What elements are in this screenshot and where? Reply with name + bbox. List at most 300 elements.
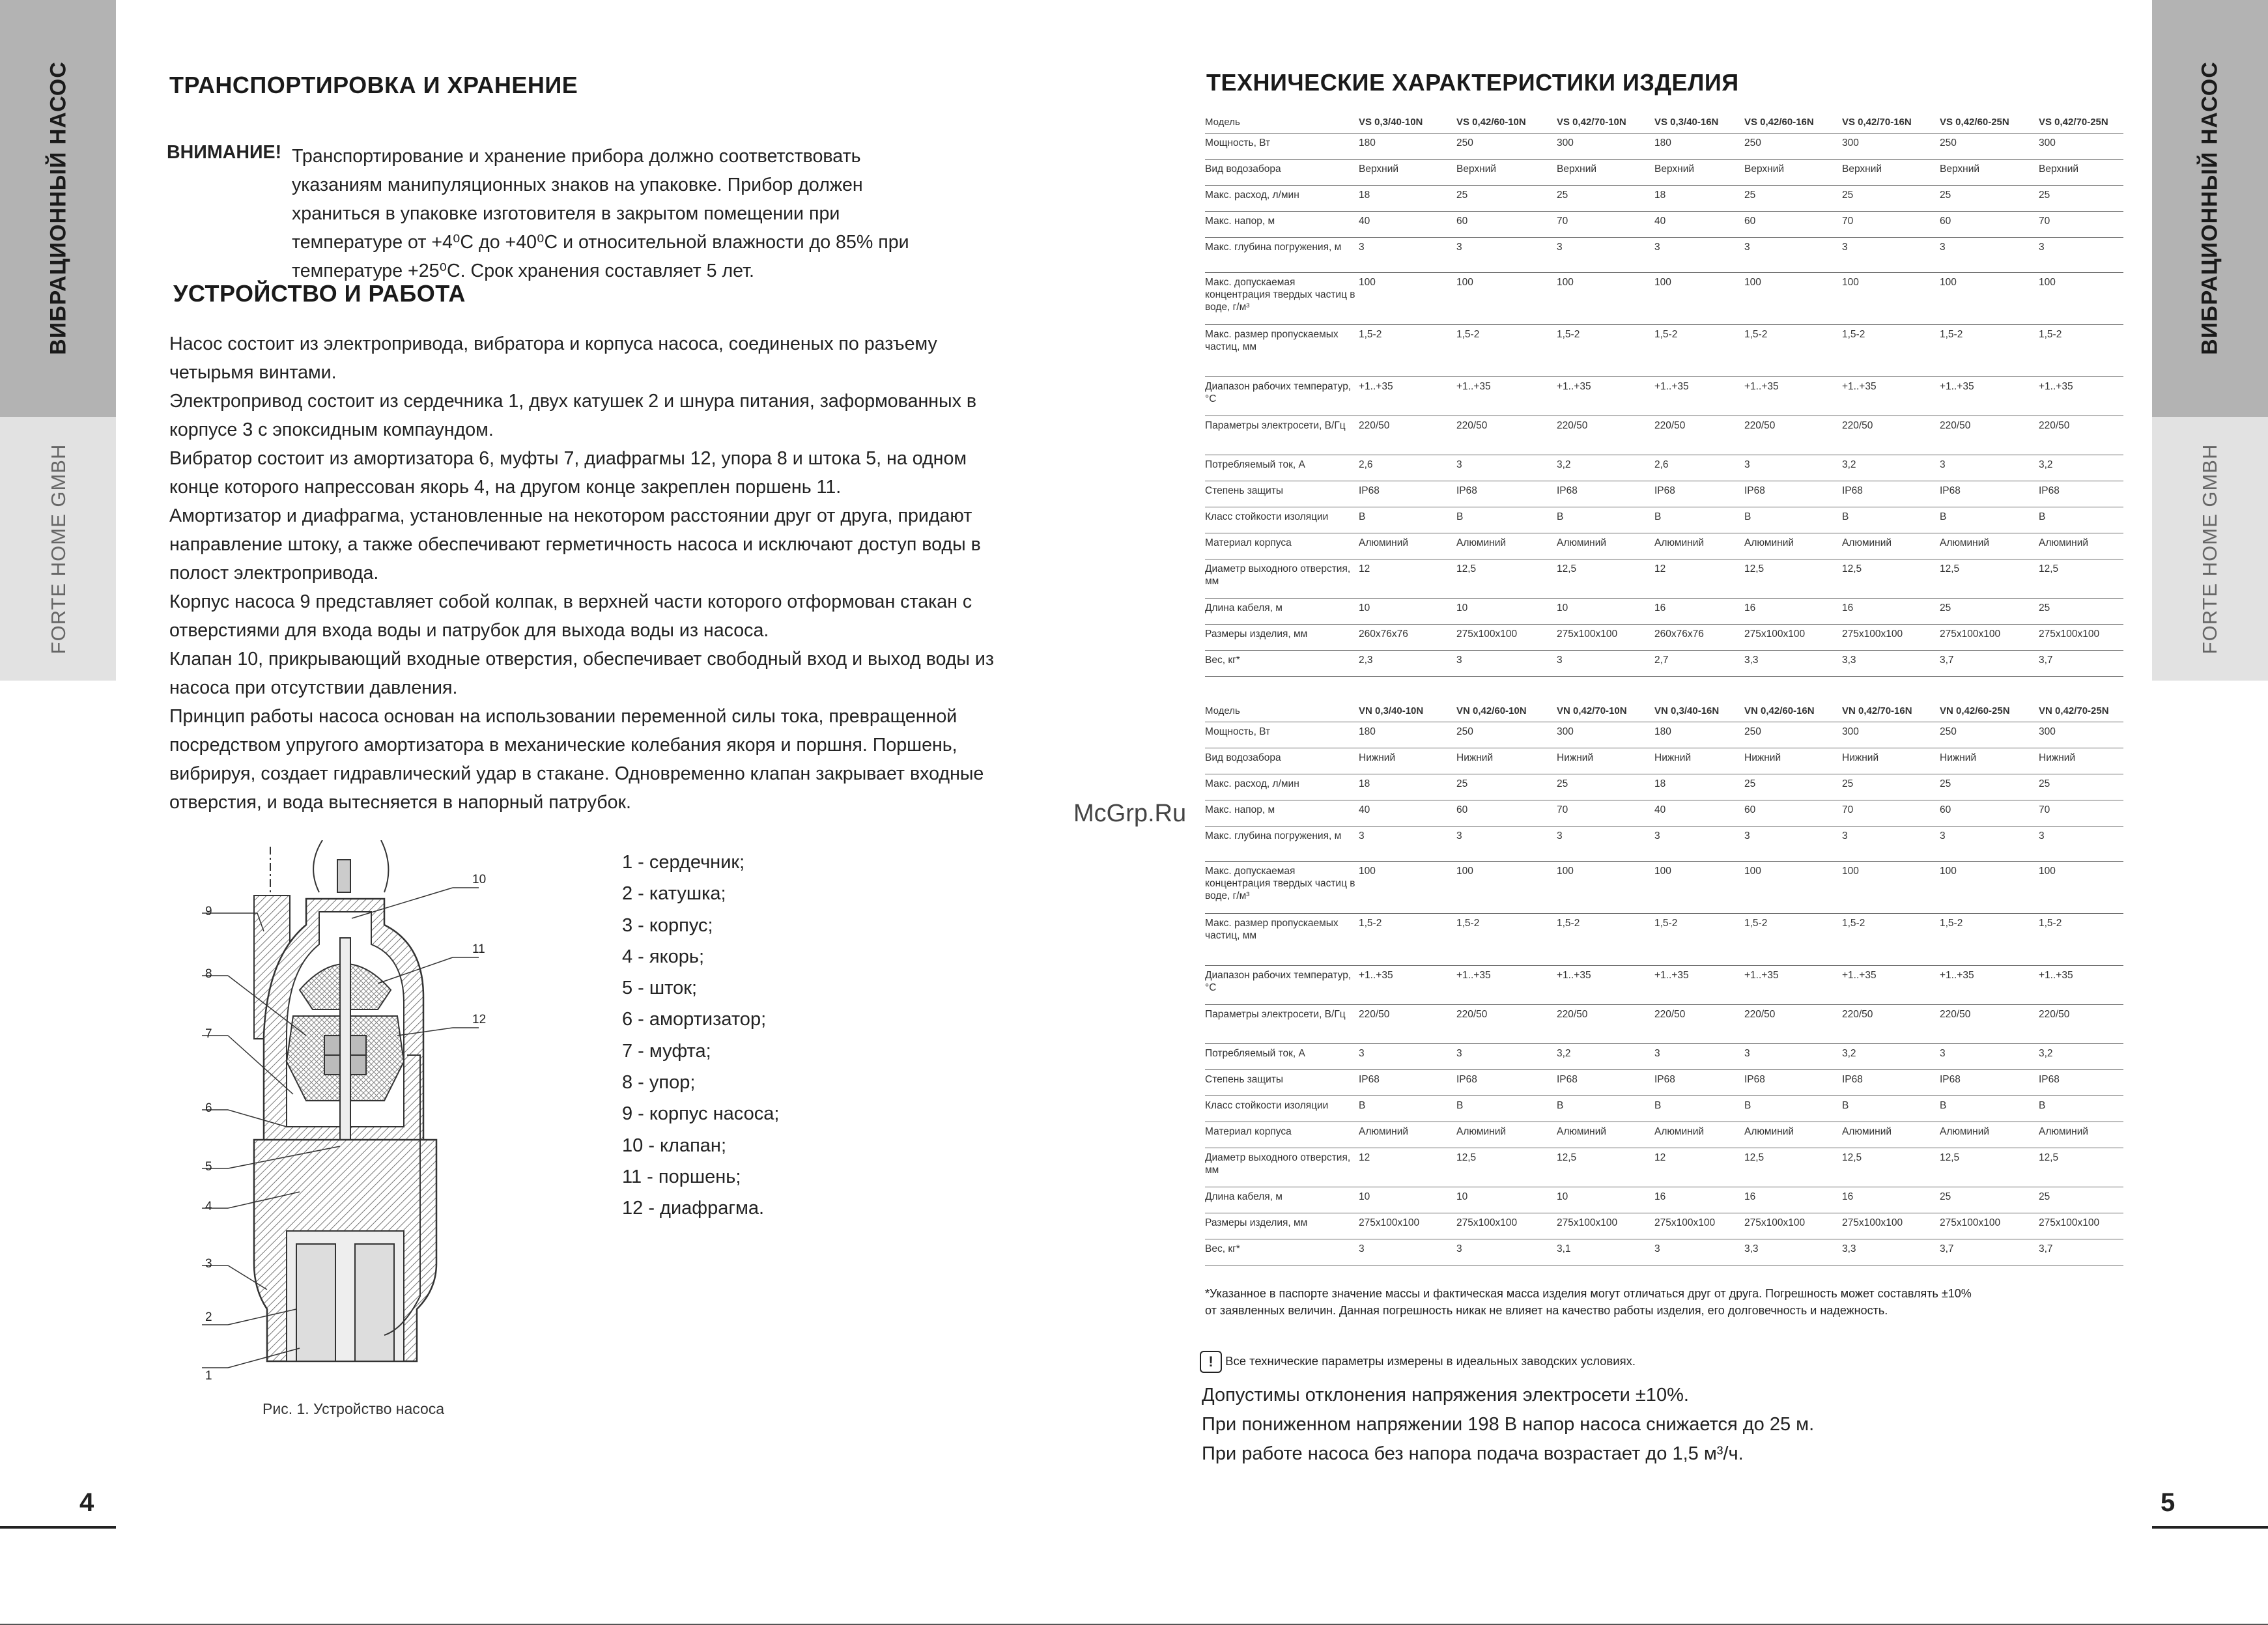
model-header-label: Модель bbox=[1205, 112, 1357, 133]
left-tab-brand: FORTE HOME GMBH bbox=[47, 444, 70, 655]
table-cell: B bbox=[1841, 1095, 1938, 1122]
diagram-label-8: 8 bbox=[205, 967, 212, 981]
table-cell: IP68 bbox=[1653, 1069, 1743, 1095]
model-header-cell: VS 0,42/60-10N bbox=[1455, 112, 1555, 133]
table-row bbox=[1205, 559, 2123, 598]
table-cell: B bbox=[1938, 1095, 2037, 1122]
row-label: Макс. глубина погружения, м bbox=[1205, 826, 1357, 861]
legend-item: 2 - катушка; bbox=[622, 883, 726, 905]
table-cell: 220/50 bbox=[1455, 416, 1555, 455]
table-row bbox=[1205, 1004, 2123, 1043]
table-cell: 300 bbox=[1555, 133, 1653, 159]
right-tab-title: ВИБРАЦИОННЫЙ НАСОС bbox=[2197, 61, 2222, 355]
specs-table-vs bbox=[1205, 112, 2123, 677]
table-cell: +1..+35 bbox=[2037, 376, 2123, 416]
table-cell: IP68 bbox=[1455, 1069, 1555, 1095]
left-page-number: 4 bbox=[79, 1488, 94, 1517]
table-cell: Нижний bbox=[1357, 748, 1455, 774]
model-header-label: Модель bbox=[1205, 701, 1357, 722]
warning-label: ВНИМАНИЕ! bbox=[167, 142, 282, 163]
device-line: отверстия, и вода вытесняется в напорный патрубок. bbox=[169, 792, 631, 813]
legend-item: 7 - муфта; bbox=[622, 1040, 711, 1062]
legend-item: 5 - шток; bbox=[622, 978, 697, 999]
table-cell: IP68 bbox=[1841, 481, 1938, 507]
table-cell: B bbox=[1841, 507, 1938, 533]
table-cell: +1..+35 bbox=[1841, 376, 1938, 416]
table-cell: 100 bbox=[1455, 272, 1555, 324]
table-cell: 100 bbox=[1743, 861, 1841, 913]
table-cell: 16 bbox=[1841, 598, 1938, 624]
table-cell: 250 bbox=[1743, 133, 1841, 159]
model-header-cell: VN 0,3/40-10N bbox=[1357, 701, 1455, 722]
legend-item: 10 - клапан; bbox=[622, 1135, 726, 1156]
table-cell: Алюминий bbox=[1743, 1122, 1841, 1148]
row-label: Мощность, Вт bbox=[1205, 722, 1357, 748]
footnote-line: *Указанное в паспорте значение массы и фактическая масса изделия могут отличаться друг от друга. Погрешность может составлять ±10% bbox=[1205, 1287, 1972, 1300]
table-cell: 3 bbox=[1455, 650, 1555, 676]
table-cell: 275х100х100 bbox=[1653, 1213, 1743, 1239]
device-line: Вибратор состоит из амортизатора 6, муфты 7, диафрагмы 12, упора 8 и штока 5, на одном bbox=[169, 448, 967, 469]
table-cell: 1,5-2 bbox=[1938, 913, 2037, 965]
table-cell: 275х100х100 bbox=[1841, 1213, 1938, 1239]
footnote-line: от заявленных величин. Данная погрешность никак не влияет на качество работы изделия, его долговечность и надежность. bbox=[1205, 1304, 1888, 1317]
table-cell: 70 bbox=[1555, 800, 1653, 826]
row-label: Макс. расход, л/мин bbox=[1205, 185, 1357, 211]
table-cell: 3 bbox=[1841, 826, 1938, 861]
table-cell: 3,1 bbox=[1555, 1239, 1653, 1265]
table-cell: 16 bbox=[1653, 598, 1743, 624]
table-cell: B bbox=[1555, 507, 1653, 533]
table-cell: 300 bbox=[1841, 722, 1938, 748]
table-cell: IP68 bbox=[1357, 481, 1455, 507]
table-cell: 60 bbox=[1743, 800, 1841, 826]
model-header-cell: VN 0,42/60-16N bbox=[1743, 701, 1841, 722]
diagram-label-12: 12 bbox=[472, 1013, 487, 1026]
table-cell: 220/50 bbox=[2037, 416, 2123, 455]
table-cell: +1..+35 bbox=[1938, 965, 2037, 1004]
table-cell: 16 bbox=[1743, 1187, 1841, 1213]
table-cell: 275х100х100 bbox=[2037, 624, 2123, 650]
table-cell: 1,5-2 bbox=[1555, 913, 1653, 965]
table-cell: 18 bbox=[1357, 185, 1455, 211]
table-cell: 1,5-2 bbox=[1455, 324, 1555, 376]
table-cell: 12,5 bbox=[1555, 559, 1653, 598]
row-label: Длина кабеля, м bbox=[1205, 598, 1357, 624]
table-cell: 25 bbox=[1455, 185, 1555, 211]
table-cell: 3,3 bbox=[1841, 650, 1938, 676]
table-cell: 1,5-2 bbox=[1653, 324, 1743, 376]
legend-item: 8 - упор; bbox=[622, 1072, 696, 1094]
table-cell: 3,3 bbox=[1841, 1239, 1938, 1265]
table-cell: 40 bbox=[1357, 800, 1455, 826]
table-row bbox=[1205, 211, 2123, 237]
model-header-cell: VN 0,42/70-25N bbox=[2037, 701, 2123, 722]
table-cell: 100 bbox=[1841, 861, 1938, 913]
exclamation-icon: ! bbox=[1200, 1351, 1222, 1373]
table-row bbox=[1205, 133, 2123, 159]
factory-conditions-note bbox=[1200, 1351, 1636, 1373]
table-cell: 16 bbox=[1653, 1187, 1743, 1213]
table-cell: B bbox=[1455, 507, 1555, 533]
table-cell: 100 bbox=[1653, 272, 1743, 324]
table-cell: Алюминий bbox=[1455, 533, 1555, 559]
table-row bbox=[1205, 272, 2123, 324]
row-label: Диапазон рабочих температур, °С bbox=[1205, 965, 1357, 1004]
table-cell: +1..+35 bbox=[1555, 376, 1653, 416]
table-row bbox=[1205, 624, 2123, 650]
table-cell: 100 bbox=[1455, 861, 1555, 913]
device-line: Клапан 10, прикрывающий входные отверстия, обеспечивает свободный вход и выход воды из bbox=[169, 649, 995, 670]
table-cell: +1..+35 bbox=[2037, 965, 2123, 1004]
warning-text bbox=[292, 142, 943, 285]
table-cell: 3 bbox=[2037, 826, 2123, 861]
left-tab-title: ВИБРАЦИОННЫЙ НАСОС bbox=[46, 61, 71, 355]
device-line: четырьмя винтами. bbox=[169, 362, 337, 383]
table-cell: 3 bbox=[1357, 1043, 1455, 1069]
warning-line: указаниям манипуляционных знаков на упаковке. Прибор должен bbox=[292, 175, 863, 195]
table-cell: 100 bbox=[1555, 272, 1653, 324]
table-cell: 3 bbox=[1653, 1239, 1743, 1265]
row-label: Мощность, Вт bbox=[1205, 133, 1357, 159]
table-cell: Нижний bbox=[2037, 748, 2123, 774]
table-cell: 12,5 bbox=[1455, 1148, 1555, 1187]
table-cell: 3,2 bbox=[2037, 455, 2123, 481]
table-cell: +1..+35 bbox=[1653, 376, 1743, 416]
table-cell: 25 bbox=[1743, 185, 1841, 211]
table-cell: 275х100х100 bbox=[1555, 1213, 1653, 1239]
table-cell: 1,5-2 bbox=[1743, 324, 1841, 376]
table-cell: 40 bbox=[1653, 800, 1743, 826]
table-cell: 12,5 bbox=[1743, 1148, 1841, 1187]
table-cell: IP68 bbox=[1938, 1069, 2037, 1095]
table-cell: 70 bbox=[2037, 211, 2123, 237]
table-cell: 100 bbox=[1938, 272, 2037, 324]
table-row bbox=[1205, 722, 2123, 748]
table-cell: 12,5 bbox=[2037, 1148, 2123, 1187]
watermark: McGrp.Ru bbox=[1073, 800, 1187, 827]
table-cell: 275х100х100 bbox=[1938, 1213, 2037, 1239]
table-row bbox=[1205, 826, 2123, 861]
table-cell: 100 bbox=[1841, 272, 1938, 324]
table-cell: 10 bbox=[1455, 1187, 1555, 1213]
table-cell: B bbox=[1653, 507, 1743, 533]
table-cell: 25 bbox=[1938, 598, 2037, 624]
table-cell: 60 bbox=[1938, 211, 2037, 237]
device-line: направление штоку, а также обеспечивают герметичность насоса и исключают доступ воды в bbox=[169, 534, 981, 555]
table-cell: IP68 bbox=[1743, 481, 1841, 507]
table-row bbox=[1205, 324, 2123, 376]
table-cell: 300 bbox=[2037, 722, 2123, 748]
table-cell: 25 bbox=[2037, 1187, 2123, 1213]
row-label: Макс. напор, м bbox=[1205, 800, 1357, 826]
device-line: Амортизатор и диафрагма, установленные на некотором расстоянии друг от друга, придают bbox=[169, 505, 972, 526]
table-cell: 275х100х100 bbox=[1455, 1213, 1555, 1239]
table-cell: 275х100х100 bbox=[1455, 624, 1555, 650]
table-cell: 25 bbox=[1938, 774, 2037, 800]
table-cell: 25 bbox=[2037, 774, 2123, 800]
row-label: Макс. напор, м bbox=[1205, 211, 1357, 237]
table-cell: 25 bbox=[1841, 185, 1938, 211]
table-cell: 25 bbox=[1938, 1187, 2037, 1213]
table-cell: 25 bbox=[1938, 185, 2037, 211]
table-cell: 3 bbox=[1938, 237, 2037, 272]
table-cell: 1,5-2 bbox=[2037, 913, 2123, 965]
table-row bbox=[1205, 1043, 2123, 1069]
table-cell: Алюминий bbox=[2037, 533, 2123, 559]
diagram-label-5: 5 bbox=[205, 1160, 212, 1174]
row-label: Вид водозабора bbox=[1205, 748, 1357, 774]
weight-footnote bbox=[1205, 1285, 2130, 1319]
device-line: Корпус насоса 9 представляет собой колпак, в верхней части которого отформован стакан с bbox=[169, 591, 972, 612]
table-cell: 275х100х100 bbox=[1743, 1213, 1841, 1239]
device-line: корпусе 3 с эпоксидным компаундом. bbox=[169, 419, 494, 440]
table-cell: 25 bbox=[2037, 185, 2123, 211]
row-label: Материал корпуса bbox=[1205, 533, 1357, 559]
model-header-cell: VS 0,3/40-16N bbox=[1653, 112, 1743, 133]
table-cell: 100 bbox=[1357, 861, 1455, 913]
row-label: Материал корпуса bbox=[1205, 1122, 1357, 1148]
right-tab-brand: FORTE HOME GMBH bbox=[2198, 444, 2221, 655]
transport-heading: ТРАНСПОРТИРОВКА И ХРАНЕНИЕ bbox=[169, 72, 578, 98]
device-line: вибрируя, создает гидравлический удар в стакане. Одновременно клапан закрывает входные bbox=[169, 763, 984, 784]
table-cell: +1..+35 bbox=[1841, 965, 1938, 1004]
table-row bbox=[1205, 1187, 2123, 1213]
diagram-label-11: 11 bbox=[472, 942, 485, 956]
table-cell: B bbox=[2037, 1095, 2123, 1122]
voltage-notes bbox=[1202, 1381, 2114, 1469]
table-cell: 250 bbox=[1743, 722, 1841, 748]
table-cell: 1,5-2 bbox=[1653, 913, 1743, 965]
diagram-legend bbox=[622, 847, 779, 1224]
table-cell: 275х100х100 bbox=[1938, 624, 2037, 650]
table-cell: 3 bbox=[1555, 237, 1653, 272]
row-label: Размеры изделия, мм bbox=[1205, 624, 1357, 650]
table-cell: 100 bbox=[2037, 272, 2123, 324]
table-cell: 3,7 bbox=[1938, 650, 2037, 676]
table-cell: +1..+35 bbox=[1938, 376, 2037, 416]
table-cell: 3,2 bbox=[1841, 455, 1938, 481]
table-cell: 250 bbox=[1938, 722, 2037, 748]
table-cell: 300 bbox=[1555, 722, 1653, 748]
table-cell: IP68 bbox=[1357, 1069, 1455, 1095]
table-cell: 3,7 bbox=[2037, 1239, 2123, 1265]
figure-caption: Рис. 1. Устройство насоса bbox=[262, 1400, 445, 1417]
table-cell: 2,7 bbox=[1653, 650, 1743, 676]
table-cell: +1..+35 bbox=[1743, 965, 1841, 1004]
table-row bbox=[1205, 965, 2123, 1004]
table-cell: IP68 bbox=[1938, 481, 2037, 507]
model-header-cell: VN 0,3/40-16N bbox=[1653, 701, 1743, 722]
table-cell: 1,5-2 bbox=[1555, 324, 1653, 376]
table-cell: 180 bbox=[1357, 133, 1455, 159]
table-cell: 180 bbox=[1357, 722, 1455, 748]
table-cell: Алюминий bbox=[1841, 1122, 1938, 1148]
device-line: насоса при отсутствии давления. bbox=[169, 677, 458, 698]
table-cell: B bbox=[1357, 507, 1455, 533]
device-line: Принцип работы насоса основан на использовании переменной силы тока, превращенной bbox=[169, 706, 957, 727]
table-cell: 220/50 bbox=[1555, 1004, 1653, 1043]
diagram-label-10: 10 bbox=[472, 873, 487, 886]
table-cell: 3 bbox=[1455, 455, 1555, 481]
table-cell: 25 bbox=[1555, 774, 1653, 800]
table-cell: 40 bbox=[1357, 211, 1455, 237]
device-heading: УСТРОЙСТВО И РАБОТА bbox=[173, 280, 466, 307]
table-cell: 220/50 bbox=[1841, 1004, 1938, 1043]
voltage-note-line: При пониженном напряжении 198 В напор насоса снижается до 25 м. bbox=[1202, 1414, 1815, 1435]
model-header-cell: VS 0,42/60-16N bbox=[1743, 112, 1841, 133]
table-cell: 220/50 bbox=[1357, 1004, 1455, 1043]
table-cell: B bbox=[1555, 1095, 1653, 1122]
table-cell: 2,6 bbox=[1357, 455, 1455, 481]
table-cell: 300 bbox=[1841, 133, 1938, 159]
row-label: Макс. расход, л/мин bbox=[1205, 774, 1357, 800]
table-cell: 220/50 bbox=[1357, 416, 1455, 455]
table-cell: 12,5 bbox=[2037, 559, 2123, 598]
model-header-cell: VS 0,3/40-10N bbox=[1357, 112, 1455, 133]
row-label: Размеры изделия, мм bbox=[1205, 1213, 1357, 1239]
model-header-cell: VS 0,42/60-25N bbox=[1938, 112, 2037, 133]
right-page-number-rule bbox=[2152, 1526, 2268, 1529]
table-cell: IP68 bbox=[1455, 481, 1555, 507]
specs-heading: ТЕХНИЧЕСКИЕ ХАРАКТЕРИСТИКИ ИЗДЕЛИЯ bbox=[1206, 69, 1739, 96]
table-cell: 3 bbox=[1743, 826, 1841, 861]
table-row bbox=[1205, 507, 2123, 533]
table-cell: 1,5-2 bbox=[1743, 913, 1841, 965]
device-line: отверстиями для входа воды и патрубок для выхода воды из насоса. bbox=[169, 620, 769, 641]
pump-drawing bbox=[202, 840, 479, 1368]
diagram-label-1: 1 bbox=[205, 1369, 212, 1383]
row-label: Вес, кг* bbox=[1205, 1239, 1357, 1265]
table-cell: Верхний bbox=[1555, 159, 1653, 185]
table-cell: 3 bbox=[2037, 237, 2123, 272]
table-cell: Верхний bbox=[1743, 159, 1841, 185]
device-line: конце которого напрессован якорь 4, на другом конце закреплен поршень 11. bbox=[169, 477, 842, 498]
table-cell: Верхний bbox=[2037, 159, 2123, 185]
row-label: Макс. допускаемая концентрация твердых частиц в воде, г/м³ bbox=[1205, 861, 1357, 913]
table-cell: 220/50 bbox=[1743, 1004, 1841, 1043]
table-cell: 220/50 bbox=[1555, 416, 1653, 455]
note-text: Все технические параметры измерены в идеальных заводских условиях. bbox=[1225, 1353, 1636, 1368]
table-cell: B bbox=[1455, 1095, 1555, 1122]
table-cell: 70 bbox=[2037, 800, 2123, 826]
table-cell: 220/50 bbox=[1938, 1004, 2037, 1043]
model-header-cell: VN 0,42/70-10N bbox=[1555, 701, 1653, 722]
table-cell: +1..+35 bbox=[1555, 965, 1653, 1004]
table-cell: Верхний bbox=[1841, 159, 1938, 185]
table-cell: 25 bbox=[1455, 774, 1555, 800]
table-row bbox=[1205, 533, 2123, 559]
table-cell: 3 bbox=[1653, 1043, 1743, 1069]
table-cell: 3 bbox=[1653, 826, 1743, 861]
table-cell: 250 bbox=[1938, 133, 2037, 159]
table-cell: IP68 bbox=[2037, 1069, 2123, 1095]
table-cell: 3 bbox=[1357, 826, 1455, 861]
table-cell: 10 bbox=[1357, 598, 1455, 624]
table-cell: 220/50 bbox=[1653, 1004, 1743, 1043]
table-cell: 3 bbox=[1357, 237, 1455, 272]
warning-line: температуре от +4⁰С до +40⁰С и относительной влажности до 85% при bbox=[292, 232, 909, 253]
table-cell: 60 bbox=[1938, 800, 2037, 826]
table-row bbox=[1205, 1095, 2123, 1122]
table-cell: 260х76х76 bbox=[1653, 624, 1743, 650]
table-cell: 18 bbox=[1357, 774, 1455, 800]
legend-item: 3 - корпус; bbox=[622, 914, 713, 936]
table-cell: 3 bbox=[1938, 455, 2037, 481]
table-cell: 60 bbox=[1455, 800, 1555, 826]
model-header-cell: VN 0,42/60-10N bbox=[1455, 701, 1555, 722]
table-cell: 3,2 bbox=[1555, 455, 1653, 481]
table-row bbox=[1205, 650, 2123, 676]
table-cell: 12,5 bbox=[1455, 559, 1555, 598]
table-cell: Верхний bbox=[1357, 159, 1455, 185]
legend-item: 9 - корпус насоса; bbox=[622, 1103, 780, 1125]
row-label: Степень защиты bbox=[1205, 481, 1357, 507]
table-cell: B bbox=[1653, 1095, 1743, 1122]
table-cell: 40 bbox=[1653, 211, 1743, 237]
table-cell: 220/50 bbox=[1743, 416, 1841, 455]
table-cell: 1,5-2 bbox=[1357, 324, 1455, 376]
diagram-label-2: 2 bbox=[205, 1310, 212, 1324]
table-cell: 10 bbox=[1455, 598, 1555, 624]
device-line: Электропривод состоит из сердечника 1, двух катушек 2 и шнура питания, заформованных в bbox=[169, 391, 977, 412]
table-row bbox=[1205, 376, 2123, 416]
table-cell: 70 bbox=[1555, 211, 1653, 237]
table-cell: 12,5 bbox=[1938, 559, 2037, 598]
table-cell: 3 bbox=[1938, 1043, 2037, 1069]
table-cell: Алюминий bbox=[1938, 533, 2037, 559]
table-cell: B bbox=[2037, 507, 2123, 533]
table-cell: Алюминий bbox=[1938, 1122, 2037, 1148]
table-cell: Алюминий bbox=[2037, 1122, 2123, 1148]
table-cell: 12,5 bbox=[1743, 559, 1841, 598]
table-cell: IP68 bbox=[1841, 1069, 1938, 1095]
table-cell: 3,3 bbox=[1743, 650, 1841, 676]
table-cell: Верхний bbox=[1653, 159, 1743, 185]
table-cell: 3 bbox=[1455, 1239, 1555, 1265]
table-row bbox=[1205, 913, 2123, 965]
table-row bbox=[1205, 1239, 2123, 1265]
table-cell: 1,5-2 bbox=[1841, 324, 1938, 376]
legend-item: 4 - якорь; bbox=[622, 946, 705, 967]
table-cell: B bbox=[1357, 1095, 1455, 1122]
table-cell: 18 bbox=[1653, 774, 1743, 800]
device-line: Насос состоит из электропривода, вибратора и корпуса насоса, соединеных по разъему bbox=[169, 333, 937, 354]
legend-item: 1 - сердечник; bbox=[622, 852, 745, 873]
voltage-note-line: Допустимы отклонения напряжения электросети ±10%. bbox=[1202, 1385, 1689, 1406]
table-cell: 275х100х100 bbox=[1743, 624, 1841, 650]
row-label: Диапазон рабочих температур, °С bbox=[1205, 376, 1357, 416]
table-cell: 10 bbox=[1555, 1187, 1653, 1213]
voltage-note-line: При работе насоса без напора подача возрастает до 1,5 м³/ч. bbox=[1202, 1443, 1744, 1464]
row-label: Вес, кг* bbox=[1205, 650, 1357, 676]
table-cell: 100 bbox=[1357, 272, 1455, 324]
table-cell: 3 bbox=[1455, 826, 1555, 861]
table-cell: 10 bbox=[1555, 598, 1653, 624]
table-cell: 3,2 bbox=[1841, 1043, 1938, 1069]
row-label: Параметры электросети, В/Гц bbox=[1205, 1004, 1357, 1043]
table-cell: 60 bbox=[1743, 211, 1841, 237]
table-cell: 100 bbox=[1555, 861, 1653, 913]
specs-table-vn bbox=[1205, 701, 2123, 1265]
table-cell: 1,5-2 bbox=[2037, 324, 2123, 376]
row-label: Макс. размер пропускаемых частиц, мм bbox=[1205, 913, 1357, 965]
table-cell: 12,5 bbox=[1938, 1148, 2037, 1187]
device-line: посредством упругого амортизатора в механические колебания якоря и поршня. Поршень, bbox=[169, 735, 957, 756]
model-header-cell: VN 0,42/70-16N bbox=[1841, 701, 1938, 722]
table-cell: B bbox=[1938, 507, 2037, 533]
model-header-cell: VN 0,42/60-25N bbox=[1938, 701, 2037, 722]
table-cell: 16 bbox=[1841, 1187, 1938, 1213]
